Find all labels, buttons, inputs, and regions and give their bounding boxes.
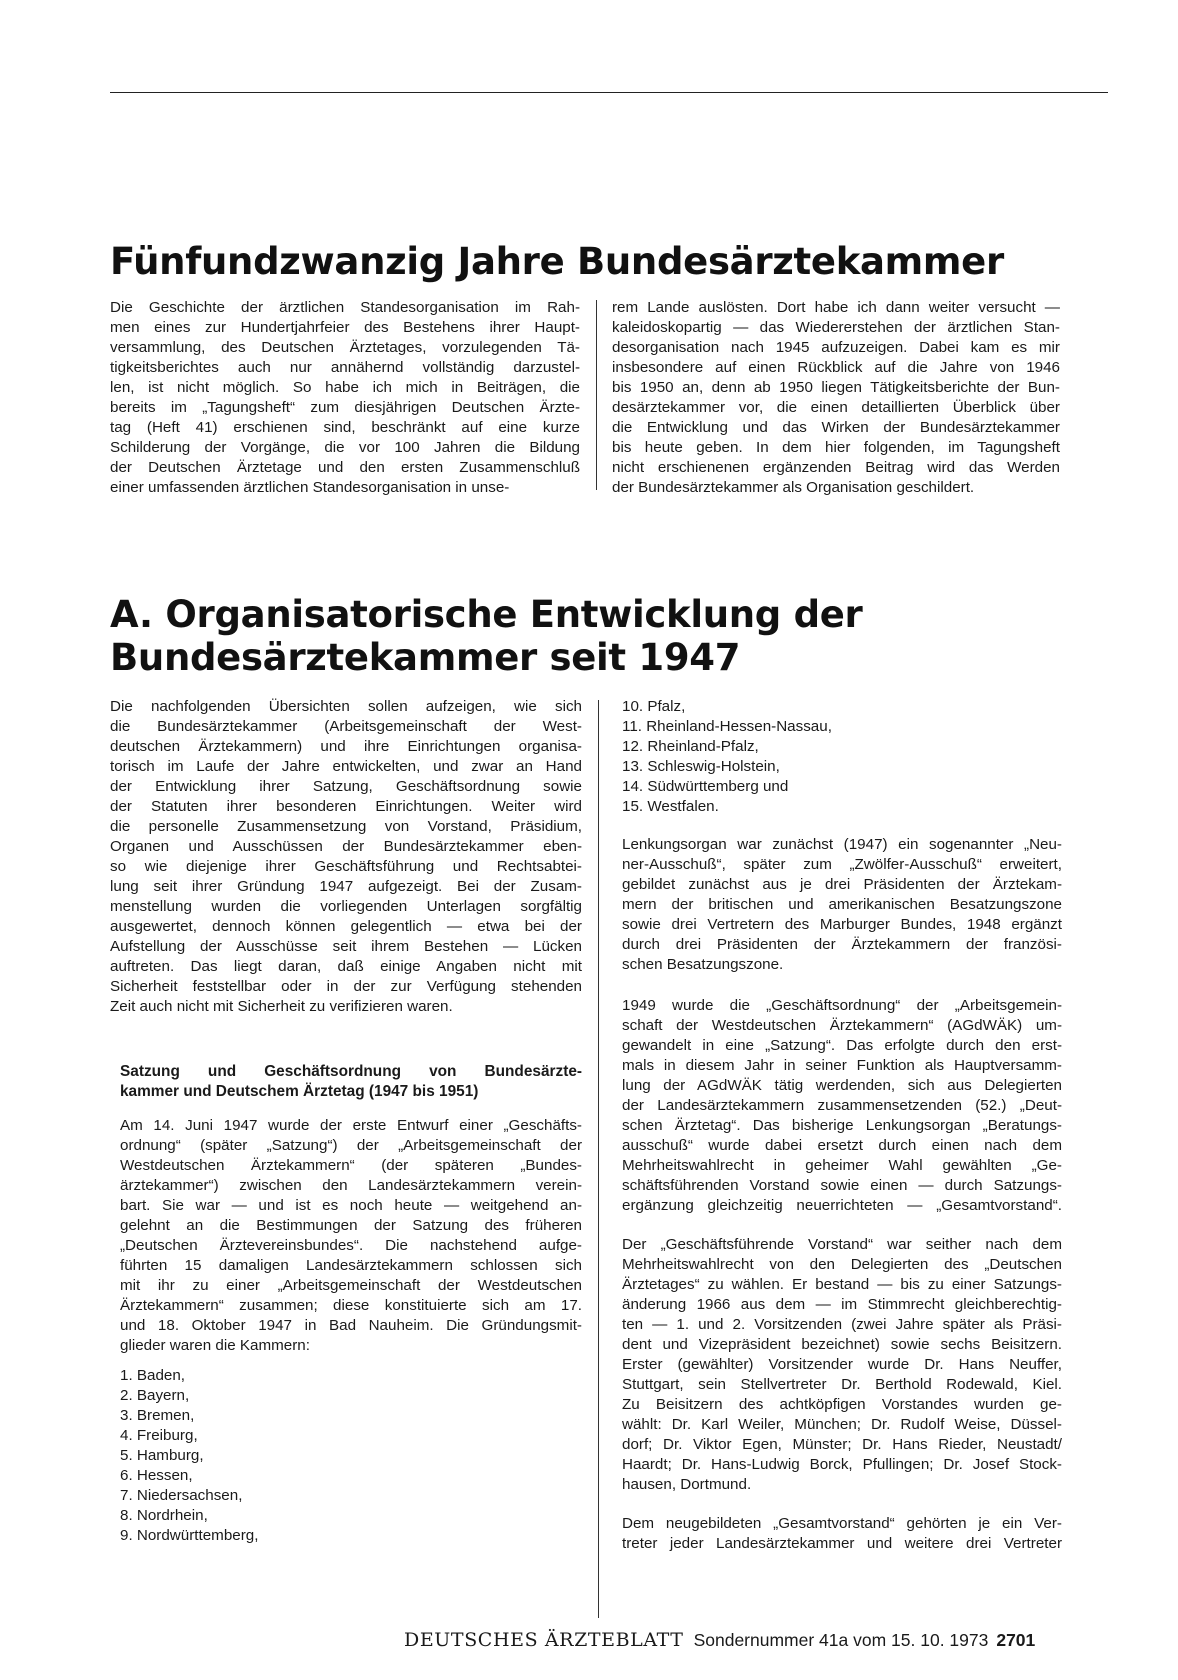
text-line: der Entwicklung ihrer Satzung, Geschäftsordnung sowie bbox=[110, 778, 582, 795]
text-line: tag (Heft 41) erschienen sind, beschränkt auf eine kurze bbox=[110, 419, 580, 436]
list-item: 1. Baden, bbox=[120, 1367, 186, 1384]
text-line: Sicherheit feststellbar oder in der zur Verfügung stehenden bbox=[110, 978, 582, 995]
issue-info: Sondernummer 41a vom 15. 10. 1973 bbox=[693, 1630, 989, 1650]
text-line: bart. Sie war — und ist es noch heute — weitgehend an- bbox=[120, 1197, 582, 1214]
subheading-line-2: kammer und Deutschem Ärztetag (1947 bis 1951) bbox=[120, 1083, 479, 1100]
text-line: bis 1950 an, denn ab 1950 liegen Tätigkeitsberichte der Bun- bbox=[612, 379, 1060, 396]
text-line: kaleidoskopartig — das Wiedererstehen der ärztlichen Stan- bbox=[612, 319, 1060, 336]
intro-right-column bbox=[612, 298, 1060, 498]
list-item: 2. Bayern, bbox=[120, 1387, 190, 1404]
list-item: 3. Bremen, bbox=[120, 1407, 195, 1424]
text-line: einer umfassenden ärztlichen Standesorganisation in unse- bbox=[110, 479, 510, 496]
text-line: so wie diejenige ihrer Geschäftsführung und Rechtsabtei- bbox=[110, 858, 582, 875]
subheading-line-1: Satzung und Geschäftsordnung von Bundesärzte- bbox=[120, 1063, 582, 1080]
text-line: sowie drei Vertretern des Marburger Bundes, 1948 ergänzt bbox=[622, 916, 1062, 933]
text-line: ten — 1. und 2. Vorsitzenden (zwei Jahre später als Präsi- bbox=[622, 1316, 1062, 1333]
text-line: der Landesärztekammern zusammensetzenden (52.) „Deut- bbox=[622, 1097, 1062, 1114]
text-line: tigkeitsberichtes auch nur annähernd vollständig darzustel- bbox=[110, 359, 580, 376]
text-line: deutschen Ärztekammern) und ihre Einrichtungen organisa- bbox=[110, 738, 582, 755]
text-line: der Bundesärztekammer als Organisation geschildert. bbox=[612, 479, 975, 496]
chambers-list-left bbox=[120, 1366, 420, 1546]
text-line: ner-Ausschuß“, später zum „Zwölfer-Ausschuß“ erweitert, bbox=[622, 856, 1062, 873]
text-line: Die nachfolgenden Übersichten sollen aufzeigen, wie sich bbox=[110, 698, 582, 715]
text-line: glieder waren die Kammern: bbox=[120, 1337, 310, 1354]
list-item: 12. Rheinland-Pfalz, bbox=[622, 738, 759, 755]
general-board-paragraph bbox=[622, 1514, 1062, 1554]
list-item: 6. Hessen, bbox=[120, 1467, 193, 1484]
list-item: 14. Südwürttemberg und bbox=[622, 778, 789, 795]
text-line: Der „Geschäftsführende Vorstand“ war seither nach dem bbox=[622, 1236, 1062, 1253]
list-item: 15. Westfalen. bbox=[622, 798, 719, 815]
list-item: 5. Hamburg, bbox=[120, 1447, 204, 1464]
text-line: durch drei Präsidenten der Ärztekammern der französi- bbox=[622, 936, 1062, 953]
text-line: wählt: Dr. Karl Weiler, München; Dr. Rudolf Weise, Düssel- bbox=[622, 1416, 1062, 1433]
text-line: Ärztetages“ zu wählen. Er bestand — bis zu einer Satzungs- bbox=[622, 1276, 1062, 1293]
text-line: versammlung, des Deutschen Ärztetages, vorzulegenden Tä- bbox=[110, 339, 580, 356]
text-line: gelehnt an die Bestimmungen der Satzung des früheren bbox=[120, 1217, 582, 1234]
text-line: und 18. Oktober 1947 in Bad Nauheim. Die Gründungsmit- bbox=[120, 1317, 582, 1334]
statute-conversion-paragraph bbox=[622, 996, 1062, 1216]
text-line: schen Besatzungszone. bbox=[622, 956, 784, 973]
text-line: Mehrheitswahlrecht von den Delegierten des „Deutschen bbox=[622, 1256, 1062, 1273]
text-line: ausgewertet, dennoch können gelegentlich — etwa bei der bbox=[110, 918, 582, 935]
text-line: ergänzung gleichzeitig neuerrichteten — „Gesamtvorstand“. bbox=[622, 1197, 1062, 1214]
text-line: Haardt; Dr. Hans-Ludwig Borck, Pfullingen; Dr. Josef Stock- bbox=[622, 1456, 1062, 1473]
journal-name: DEUTSCHES ÄRZTEBLATT bbox=[404, 1629, 684, 1651]
steering-body-paragraph bbox=[622, 835, 1062, 975]
text-line: schen Ärztetag“. Das bisherige Lenkungsorgan „Beratungs- bbox=[622, 1117, 1062, 1134]
footer bbox=[404, 1629, 1035, 1651]
text-line: desärztekammer vor, die einen detaillierten Überblick über bbox=[612, 399, 1060, 416]
text-line: Zu Beisitzern des achtköpfigen Vorstandes wurden ge- bbox=[622, 1396, 1062, 1413]
list-item: 4. Freiburg, bbox=[120, 1427, 198, 1444]
text-line: torisch im Laufe der Jahre entwickelten, und zwar an Hand bbox=[110, 758, 582, 775]
text-line: führten 15 damaligen Landesärztekammern schlossen sich bbox=[120, 1257, 582, 1274]
text-line: dorf; Dr. Viktor Egen, Münster; Dr. Hans Rieder, Neustadt/ bbox=[622, 1436, 1062, 1453]
text-line: len, ist nicht möglich. So habe ich mich in Beiträgen, die bbox=[110, 379, 580, 396]
list-item: 13. Schleswig-Holstein, bbox=[622, 758, 780, 775]
list-item: 8. Nordrhein, bbox=[120, 1507, 208, 1524]
text-line: änderung 1966 aus dem — im Stimmrecht gleichberechtig- bbox=[622, 1296, 1062, 1313]
text-line: mit ihr zu einer „Arbeitsgemeinschaft der Westdeutschen bbox=[120, 1277, 582, 1294]
text-line: Stuttgart, sein Stellvertreter Dr. Berthold Rodewald, Kiel. bbox=[622, 1376, 1062, 1393]
chambers-list-right bbox=[622, 697, 922, 817]
subheading bbox=[120, 1062, 582, 1102]
column-divider-lower bbox=[598, 700, 599, 1618]
text-line: gebildet zunächst aus je drei Präsidenten der Ärztekam- bbox=[622, 876, 1062, 893]
text-line: ärztekammer“) zwischen den Landesärztekammern verein- bbox=[120, 1177, 582, 1194]
column-divider bbox=[596, 300, 597, 490]
text-line: Dem neugebildeten „Gesamtvorstand“ gehörten je ein Ver- bbox=[622, 1515, 1062, 1532]
top-rule bbox=[110, 92, 1108, 93]
page-number: 2701 bbox=[996, 1630, 1036, 1650]
text-line: auftreten. Das liegt daran, daß einige Angaben nicht mit bbox=[110, 958, 582, 975]
text-line: Aufstellung der Ausschüsse seit ihrem Bestehen — Lücken bbox=[110, 938, 582, 955]
list-item: 11. Rheinland-Hessen-Nassau, bbox=[622, 718, 832, 735]
text-line: ausschuß“ wurde dabei ersetzt durch einen nach dem bbox=[622, 1137, 1062, 1154]
list-item: 10. Pfalz, bbox=[622, 698, 686, 715]
text-line: lung seit ihrer Gründung 1947 aufgezeigt. Bei der Zusam- bbox=[110, 878, 582, 895]
text-line: ordnung“ (später „Satzung“) der „Arbeitsgemeinschaft der bbox=[120, 1137, 582, 1154]
text-line: desorganisation nach 1945 aufzuzeigen. Dabei kam es mir bbox=[612, 339, 1060, 356]
statute-paragraph bbox=[120, 1116, 582, 1356]
text-line: schäftsführenden Vorstand sowie einen — durch Satzungs- bbox=[622, 1177, 1062, 1194]
text-line: gewandelt in eine „Satzung“. Das erfolgte durch den erst- bbox=[622, 1037, 1062, 1054]
section-intro-paragraph bbox=[110, 697, 582, 1017]
text-line: lung der AGdWÄK tätig werdenden, sich aus Delegierten bbox=[622, 1077, 1062, 1094]
text-line: die Bundesärztekammer (Arbeitsgemeinschaft der West- bbox=[110, 718, 582, 735]
text-line: Schilderung der Vorgänge, die vor 100 Jahren die Bildung bbox=[110, 439, 580, 456]
text-line: mals in diesem Jahr in seiner Funktion als Hauptversamm- bbox=[622, 1057, 1062, 1074]
text-line: Am 14. Juni 1947 wurde der erste Entwurf einer „Geschäfts- bbox=[120, 1117, 582, 1134]
section-title bbox=[110, 593, 863, 679]
text-line: bereits im „Tagungsheft“ zum diesjährigen Deutschen Ärzte- bbox=[110, 399, 580, 416]
text-line: die Entwicklung und das Wirken der Bundesärztekammer bbox=[612, 419, 1060, 436]
text-line: die personelle Zusammensetzung von Vorstand, Präsidium, bbox=[110, 818, 582, 835]
text-line: der Deutschen Ärztetage und den ersten Zusammenschluß bbox=[110, 459, 580, 476]
text-line: Lenkungsorgan war zunächst (1947) ein sogenannter „Neu- bbox=[622, 836, 1062, 853]
text-line: Ärztekammern“ zusammen; diese konstituierte sich am 17. bbox=[120, 1297, 582, 1314]
text-line: men eines zur Hundertjahrfeier des Bestehens ihrer Haupt- bbox=[110, 319, 580, 336]
page-title: Fünfundzwanzig Jahre Bundesärztekammer bbox=[110, 240, 1004, 283]
text-line: bis heute geben. In dem hier folgenden, im Tagungsheft bbox=[612, 439, 1060, 456]
text-line: rem Lande auslösten. Dort habe ich dann weiter versucht — bbox=[612, 299, 1060, 316]
text-line: nicht erschienenen ergänzenden Beitrag wird das Werden bbox=[612, 459, 1060, 476]
text-line: Zeit auch nicht mit Sicherheit zu verifizieren waren. bbox=[110, 998, 453, 1015]
list-item: 7. Niedersachsen, bbox=[120, 1487, 243, 1504]
text-line: dent und Vizepräsident bezeichnet) sowie sechs Beisitzern. bbox=[622, 1336, 1062, 1353]
text-line: hausen, Dortmund. bbox=[622, 1476, 752, 1493]
text-line: Mehrheitswahlrecht in geheimer Wahl gewählten „Ge- bbox=[622, 1157, 1062, 1174]
text-line: Westdeutschen Ärztekammern“ (der späteren „Bundes- bbox=[120, 1157, 582, 1174]
text-line: der Statuten ihrer besonderen Einrichtungen. Weiter wird bbox=[110, 798, 582, 815]
section-title-line-1: A. Organisatorische Entwicklung der bbox=[110, 593, 863, 636]
text-line: Die Geschichte der ärztlichen Standesorganisation im Rah- bbox=[110, 299, 580, 316]
text-line: treter jeder Landesärztekammer und weitere drei Vertreter bbox=[622, 1535, 1062, 1552]
text-line: insbesondere auf einen Rückblick auf die Jahre von 1946 bbox=[612, 359, 1060, 376]
text-line: 1949 wurde die „Geschäftsordnung“ der „Arbeitsgemein- bbox=[622, 997, 1062, 1014]
text-line: „Deutschen Ärztevereinsbundes“. Die nachstehend aufge- bbox=[120, 1237, 582, 1254]
text-line: Organen und Ausschüssen der Bundesärztekammer eben- bbox=[110, 838, 582, 855]
text-line: schaft der Westdeutschen Ärztekammern“ (AGdWÄK) um- bbox=[622, 1017, 1062, 1034]
list-item: 9. Nordwürttemberg, bbox=[120, 1527, 259, 1544]
executive-board-paragraph bbox=[622, 1235, 1062, 1495]
text-line: Erster (gewählter) Vorsitzender wurde Dr. Hans Neuffer, bbox=[622, 1356, 1062, 1373]
section-title-line-2: Bundesärztekammer seit 1947 bbox=[110, 636, 741, 679]
intro-left-column bbox=[110, 298, 580, 498]
text-line: menstellung wurden die vorliegenden Unterlagen sorgfältig bbox=[110, 898, 582, 915]
text-line: mern der britischen und amerikanischen Besatzungszone bbox=[622, 896, 1062, 913]
